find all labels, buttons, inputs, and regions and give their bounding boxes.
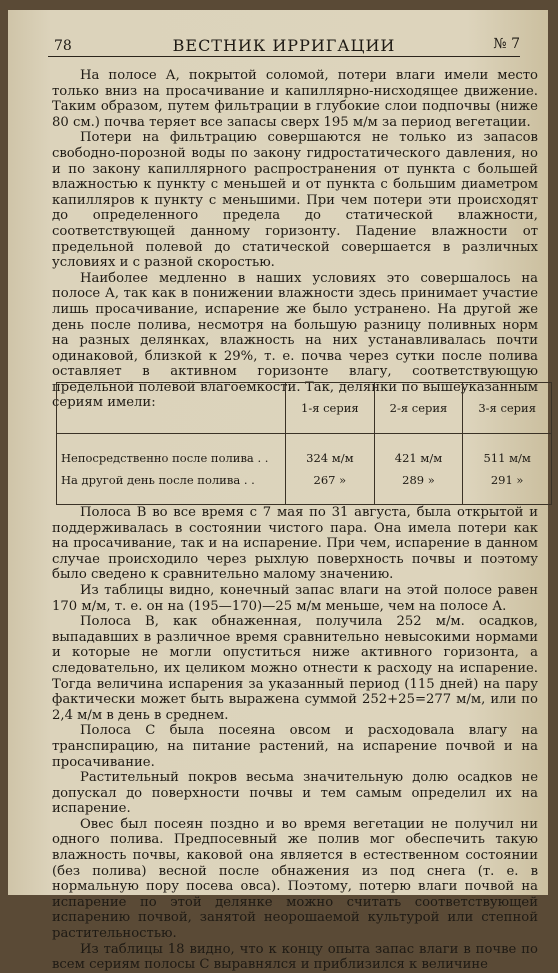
paragraph: Полоса В, как обнаженная, получила 252 м/м. осадков, выпадавших в различное время сравнительно невысокими нормами и которые не могли опуститься ниже активного горизонта, а следовательно, их целиком можно отнести к расходу на испарение. Тогда величина испарения за указанный период (115 дней) на пару фактически может быть выражена суммой 252+25=277 м/м, или по 2,4 м/м в день в среднем. [52,614,538,723]
paragraph: Растительный покров весьма значительную долю осадков не допускал до поверхности почвы и тем самым определил их на испарение. [52,770,538,817]
table-corner [57,383,286,434]
row-label: Непосредственно после полива . . [61,451,269,465]
table-row [57,434,552,505]
paragraph: Из таблицы видно, конечный запас влаги на этой полосе равен 170 м/м, т. е. он на (195—170)—25 м/м меньше, чем на полосе А. [52,582,538,614]
body-text-bottom [52,505,538,973]
journal-title: ВЕСТНИК ИРРИГАЦИИ [172,36,396,55]
paragraph: Полоса С была посеяна овсом и расходовала влагу на транспирацию, на питание растений, на испарение почвой и на просачивание. [52,723,538,770]
paragraph: Из таблицы 18 видно, что к концу опыта запас влаги в почве по всем сериям полосы С выравнялся и приблизился к величине [52,941,538,973]
page-header [48,36,520,57]
cell-value: 291 » [490,473,524,487]
table-cell-series-1 [286,434,375,505]
paragraph: Наиболее медленно в наших условиях это совершалось на полосе А, так как в понижении влажности здесь принимает участие лишь просачивание, испарение же было устранено. На другой же день после полива, несмотря на большую разницу поливных норм на разных делянках, влажность на них устанавливалась почти одинаковой, близкой к 29%, т. е. почва через сутки после полива оставляет в активном горизонте влагу, соответствующую предельной полевой влагоемкости. Так, делянки по вышеуказанным сериям имели: [52,270,538,411]
table-header-series-3: 3-я серия [463,383,552,434]
journal-page [8,10,548,973]
table-cell-series-3 [463,434,552,505]
table-cell-series-2 [374,434,463,505]
table-header-series-1: 1-я серия [286,383,375,434]
table-header-series-2: 2-я серия [374,383,463,434]
body-text-top [52,68,538,411]
issue-number: № 7 [493,36,520,52]
cell-value: 289 » [402,473,435,487]
cell-value: 421 м/м [394,451,443,465]
paragraph: Потери на фильтрацию совершаются не только из запасов свободно-порозной воды по закону гидростатического давления, но и по закону капиллярного распространения от пункта с большей влажностью к пункту с меньшей и от пункта с большим диаметром капилляров к пункту с меньшими. При чем потери эти происходят до определенного предела до статической влажности, соответствующей данному горизонту. Падение влажности от предельной полевой до статической совершается в различных условиях и с разной скоростью. [52,130,538,271]
cell-value: 267 » [313,473,347,487]
row-label: На другой день после полива . . [61,473,255,487]
paragraph: На полосе А, покрытой соломой, потери влаги имели место только вниз на просачивание и капиллярно-нисходящее движение. Таким образом, путем фильтрации в глубокие слои подпочвы (ниже 80 см.) почва теряет все запасы сверх 195 м/м за период вегетации. [52,68,538,130]
row-labels [57,434,286,505]
paragraph: Полоса В во все время с 7 мая по 31 августа, была открытой и поддерживалась в состоянии чистого пара. Она имела потери как на просачивание, так и на испарение. При чем, испарение в данном случае происходило через рыхлую поверхность почвы и поэтому было сведено к сравнительно малому значению. [52,505,538,583]
moisture-table [56,382,552,505]
paragraph: Овес был посеян поздно и во время вегетации не получил ни одного полива. Предпосевный же полив мог обеспечить такую влажность почвы, каковой она является в естественном состоянии (без полива) весной после обнажения из под снега (т. е. в нормальную пору посева овса). Поэтому, потерю влаги почвой на испарение по этой делянке можно считать соответствующей испарению почвой, занятой неорошаемой культурой или степной растительностью. [52,816,538,942]
cell-value: 324 м/м [306,451,354,465]
cell-value: 511 м/м [483,451,531,465]
page-number: 78 [54,38,72,54]
